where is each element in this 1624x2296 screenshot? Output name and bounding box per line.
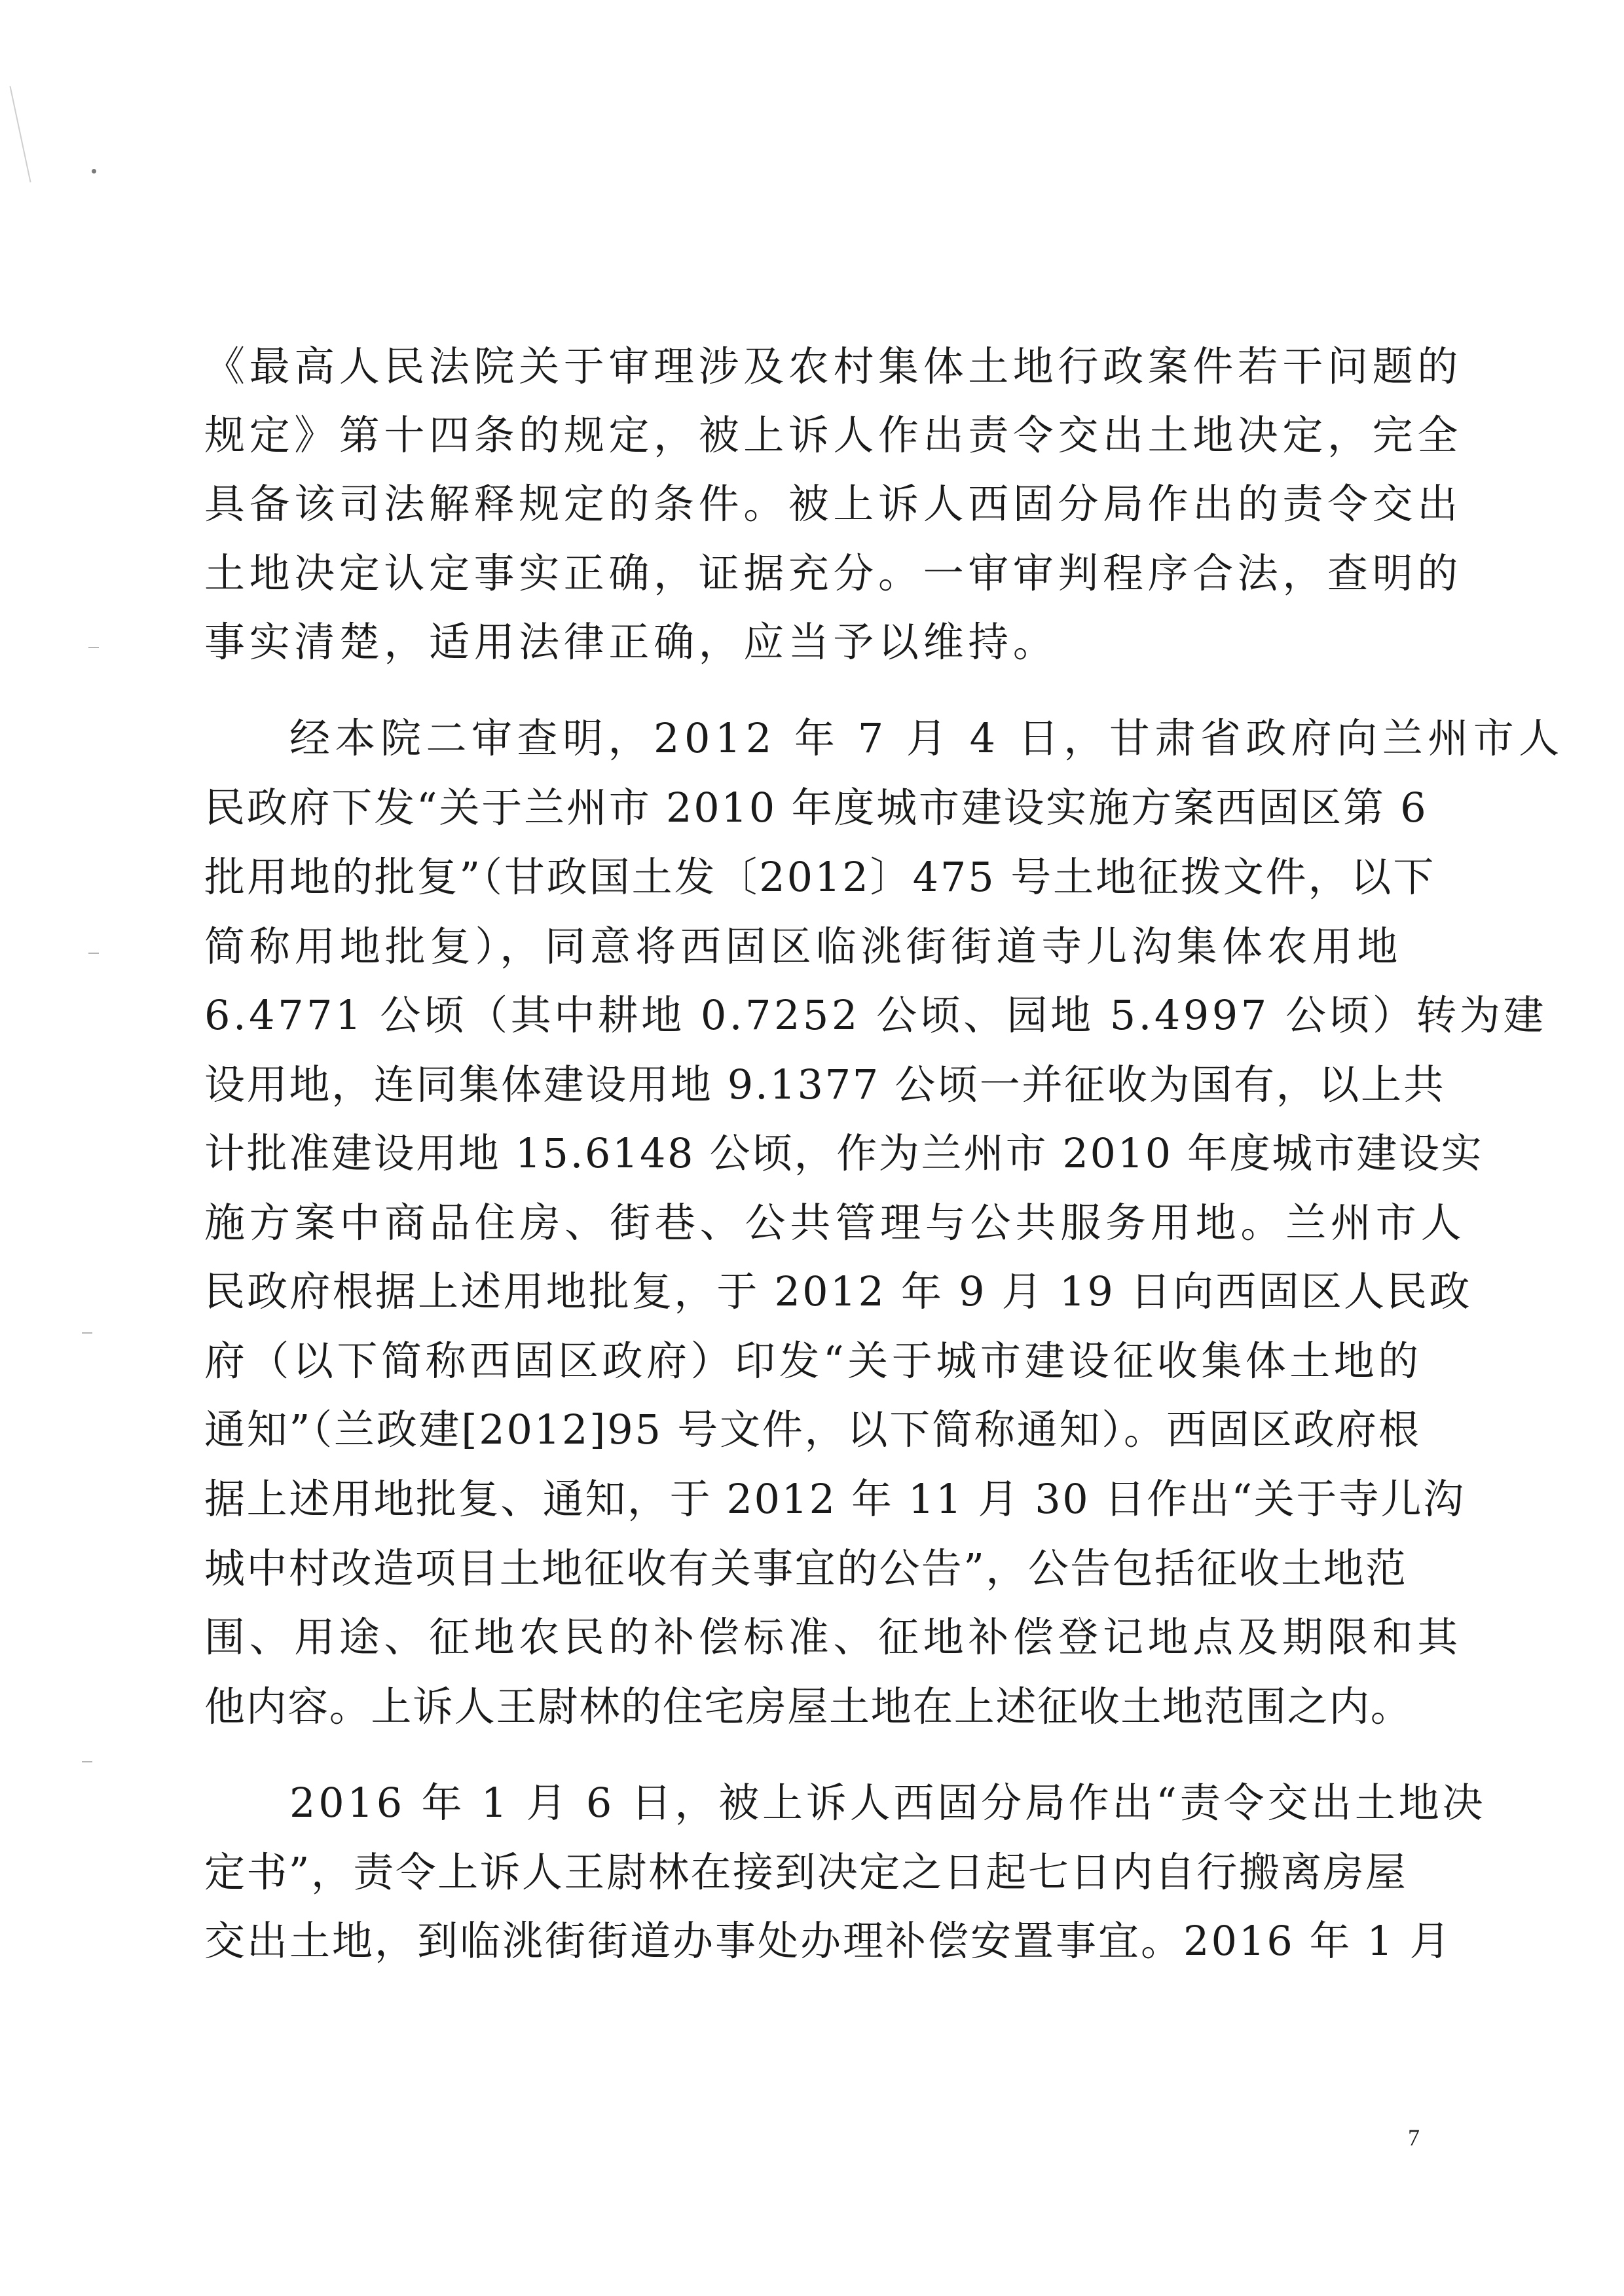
body-text-line: 府（以下简称西固区政府）印发“关于城市建设征收集体土地的 bbox=[204, 1337, 1422, 1385]
scan-edge-mark bbox=[88, 953, 99, 954]
body-text-line: 交出土地，到临洮街街道办事处办理补偿安置事宜。2016 年 1 月 bbox=[204, 1917, 1452, 1965]
body-text-line: 他内容。上诉人王尉林的住宅房屋土地在上述征收土地范围之内。 bbox=[204, 1683, 1412, 1730]
body-text-line: 2016 年 1 月 6 日，被上诉人西固分局作出“责令交出土地决 bbox=[289, 1779, 1486, 1827]
body-text-line: 事实清楚，适用法律正确，应当予以维持。 bbox=[204, 618, 1058, 666]
body-text-line: 民政府下发“关于兰州市 2010 年度城市建设实施方案西固区第 6 bbox=[204, 784, 1428, 831]
scan-edge-mark bbox=[88, 647, 99, 648]
body-text-line: 土地决定认定事实正确，证据充分。一审审判程序合法，查明的 bbox=[204, 549, 1462, 597]
body-text-line: 施方案中商品住房、街巷、公共管理与公共服务用地。兰州市人 bbox=[204, 1199, 1466, 1247]
body-text-line: 《最高人民法院关于审理涉及农村集体土地行政案件若干问题的 bbox=[204, 342, 1462, 390]
body-text-line: 城中村改造项目土地征收有关事宜的公告”，公告包括征收土地范 bbox=[204, 1544, 1408, 1592]
body-text-line: 计批准建设用地 15.6148 公顷，作为兰州市 2010 年度城市建设实 bbox=[204, 1129, 1484, 1177]
body-text-line: 定书”，责令上诉人王尉林在接到决定之日起七日内自行搬离房屋 bbox=[204, 1848, 1408, 1896]
scan-edge-mark bbox=[82, 1761, 92, 1762]
body-text-line: 规定》第十四条的规定，被上诉人作出责令交出土地决定，完全 bbox=[204, 411, 1462, 459]
body-text-line: 设用地，连同集体建设用地 9.1377 公顷一并征收为国有，以上共 bbox=[204, 1061, 1446, 1108]
body-text-line: 围、用途、征地农民的补偿标准、征地补偿登记地点及期限和其 bbox=[204, 1613, 1462, 1661]
page-number: 7 bbox=[1408, 2124, 1420, 2151]
body-text-line: 据上述用地批复、通知，于 2012 年 11 月 30 日作出“关于寺儿沟 bbox=[204, 1475, 1466, 1523]
body-text-line: 简称用地批复），同意将西固区临洮街街道寺儿沟集体农用地 bbox=[204, 922, 1403, 970]
scan-edge-artifact bbox=[9, 86, 31, 182]
body-text-line: 民政府根据上述用地批复，于 2012 年 9 月 19 日向西固区人民政 bbox=[204, 1267, 1472, 1315]
scan-speck bbox=[92, 169, 96, 173]
body-text-line: 经本院二审查明，2012 年 7 月 4 日，甘肃省政府向兰州市人 bbox=[289, 714, 1564, 762]
body-text-line: 6.4771 公顷（其中耕地 0.7252 公顷、园地 5.4997 公顷）转为建 bbox=[204, 991, 1547, 1039]
body-text-line: 通知”（兰政建[2012]95 号文件，以下简称通知）。西固区政府根 bbox=[204, 1406, 1421, 1453]
body-text-line: 批用地的批复”（甘政国土发〔2012〕475 号土地征拨文件，以下 bbox=[204, 853, 1436, 901]
body-text-line: 具备该司法解释规定的条件。被上诉人西固分局作出的责令交出 bbox=[204, 480, 1462, 528]
scan-edge-mark bbox=[82, 1332, 92, 1334]
